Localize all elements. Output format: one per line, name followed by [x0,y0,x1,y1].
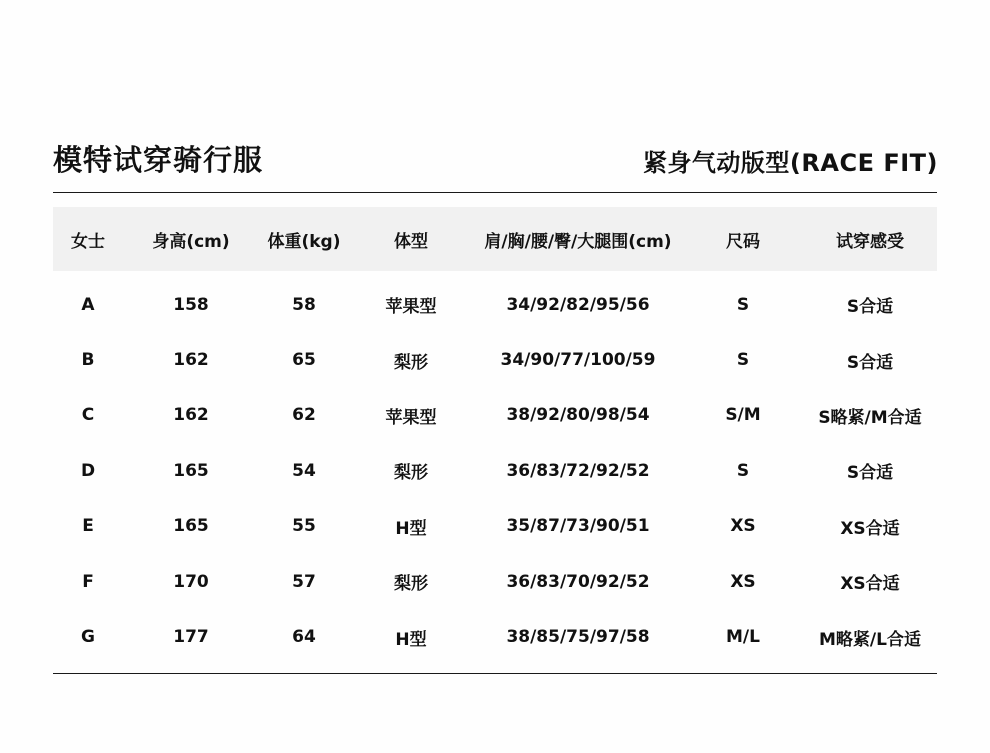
cell-height: 162 [173,405,209,426]
fitting-table [53,207,937,665]
cell-size: S [736,350,750,371]
page-title: 模特试穿骑行服 [53,143,264,177]
cell-model: C [81,405,95,426]
cell-weight: 64 [292,627,316,648]
table-row [53,554,937,609]
table-row [53,277,937,332]
cell-fit-feedback: S合适 [846,463,894,484]
column-header-measurements: 肩/胸/腰/臀/大腿围(cm) [484,231,672,252]
cell-measurements: 36/83/70/92/52 [506,571,650,592]
cell-model: B [81,350,95,371]
cell-weight: 62 [292,405,316,426]
cell-model: F [82,571,94,592]
cell-fit-feedback: XS合适 [840,574,900,595]
cell-size: S [736,460,750,481]
cell-weight: 58 [292,294,316,315]
cell-model: G [81,627,95,648]
cell-fit-feedback: S合适 [846,297,894,318]
cell-size: XS [730,571,756,592]
cell-body-shape: 梨形 [394,574,428,595]
cell-height: 165 [173,516,209,537]
cell-weight: 54 [292,460,316,481]
cell-size: S/M [725,405,761,426]
cell-height: 162 [173,350,209,371]
cell-size: S [736,294,750,315]
fit-type-label: 紧身气动版型(RACE FIT) [642,149,938,177]
cell-body-shape: 苹果型 [385,297,437,318]
cell-height: 158 [173,294,209,315]
table-header [53,207,937,271]
cell-measurements: 34/92/82/95/56 [506,294,650,315]
table-row [53,332,937,387]
table-row [53,609,937,664]
cell-height: 177 [173,627,209,648]
bottom-divider [53,673,937,674]
cell-measurements: 38/92/80/98/54 [506,405,650,426]
column-header-body-shape: 体型 [394,231,428,252]
cell-body-shape: 苹果型 [385,407,437,428]
cell-model: E [82,516,94,537]
column-header-height: 身高(cm) [152,231,230,252]
cell-weight: 65 [292,350,316,371]
cell-size: XS [730,516,756,537]
cell-fit-feedback: S略紧/M合适 [818,407,922,428]
cell-measurements: 34/90/77/100/59 [500,350,656,371]
column-header-size: 尺码 [726,231,760,252]
cell-measurements: 38/85/75/97/58 [506,627,650,648]
column-header-fit-feedback: 试穿感受 [836,231,904,252]
cell-body-shape: 梨形 [394,352,428,373]
cell-model: D [80,460,96,481]
cell-body-shape: H型 [395,629,427,650]
cell-size: M/L [726,627,760,648]
column-header-model: 女士 [71,231,105,252]
cell-body-shape: 梨形 [394,463,428,484]
cell-measurements: 35/87/73/90/51 [506,516,650,537]
cell-model: A [81,294,95,315]
table-row [53,388,937,443]
top-divider [53,192,937,193]
cell-height: 165 [173,460,209,481]
column-header-weight: 体重(kg) [267,231,341,252]
cell-body-shape: H型 [395,518,427,539]
cell-weight: 55 [292,516,316,537]
cell-measurements: 36/83/72/92/52 [506,460,650,481]
table-row [53,499,937,554]
cell-fit-feedback: S合适 [846,352,894,373]
cell-height: 170 [173,571,209,592]
cell-weight: 57 [292,571,316,592]
table-row [53,443,937,498]
cell-fit-feedback: XS合适 [840,518,900,539]
cell-fit-feedback: M略紧/L合适 [819,629,921,650]
